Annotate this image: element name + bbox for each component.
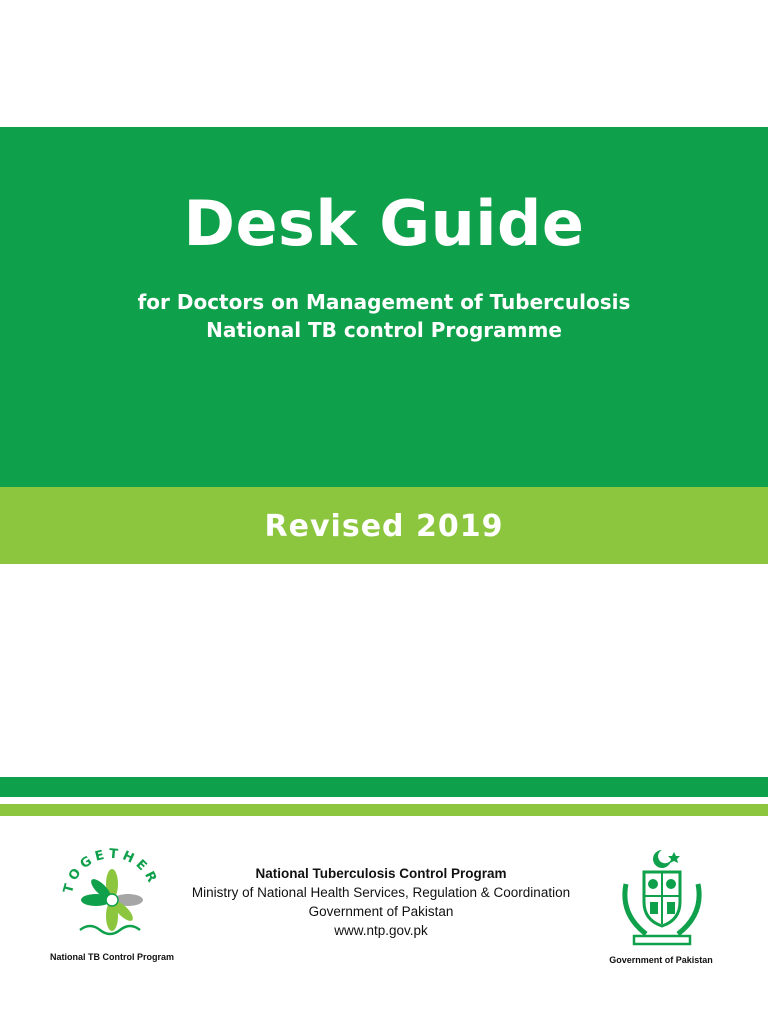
website-link[interactable]: www.ntp.gov.pk	[334, 923, 428, 938]
document-title: Desk Guide	[183, 187, 585, 260]
footer-stripe-dark	[0, 777, 768, 797]
together-logo-text: TOGETHER	[61, 846, 161, 895]
emblem-caption: Government of Pakistan	[609, 955, 713, 965]
government-name: Government of Pakistan	[308, 904, 454, 919]
together-ntp-logo	[58, 840, 166, 948]
pakistan-state-emblem	[612, 844, 712, 948]
document-subtitle-line1: for Doctors on Management of Tuberculosis	[137, 290, 631, 314]
revision-band	[0, 487, 768, 564]
program-name: National Tuberculosis Control Program	[255, 866, 507, 881]
revision-label: Revised 2019	[264, 509, 504, 544]
ministry-name: Ministry of National Health Services, Regulation & Coordination	[191, 885, 571, 900]
cover-hero-banner	[0, 127, 768, 487]
publisher-info	[186, 864, 576, 940]
footer-stripe-light	[0, 804, 768, 816]
document-subtitle-line2: National TB control Programme	[206, 318, 562, 342]
ntp-logo-caption: National TB Control Program	[49, 952, 174, 962]
